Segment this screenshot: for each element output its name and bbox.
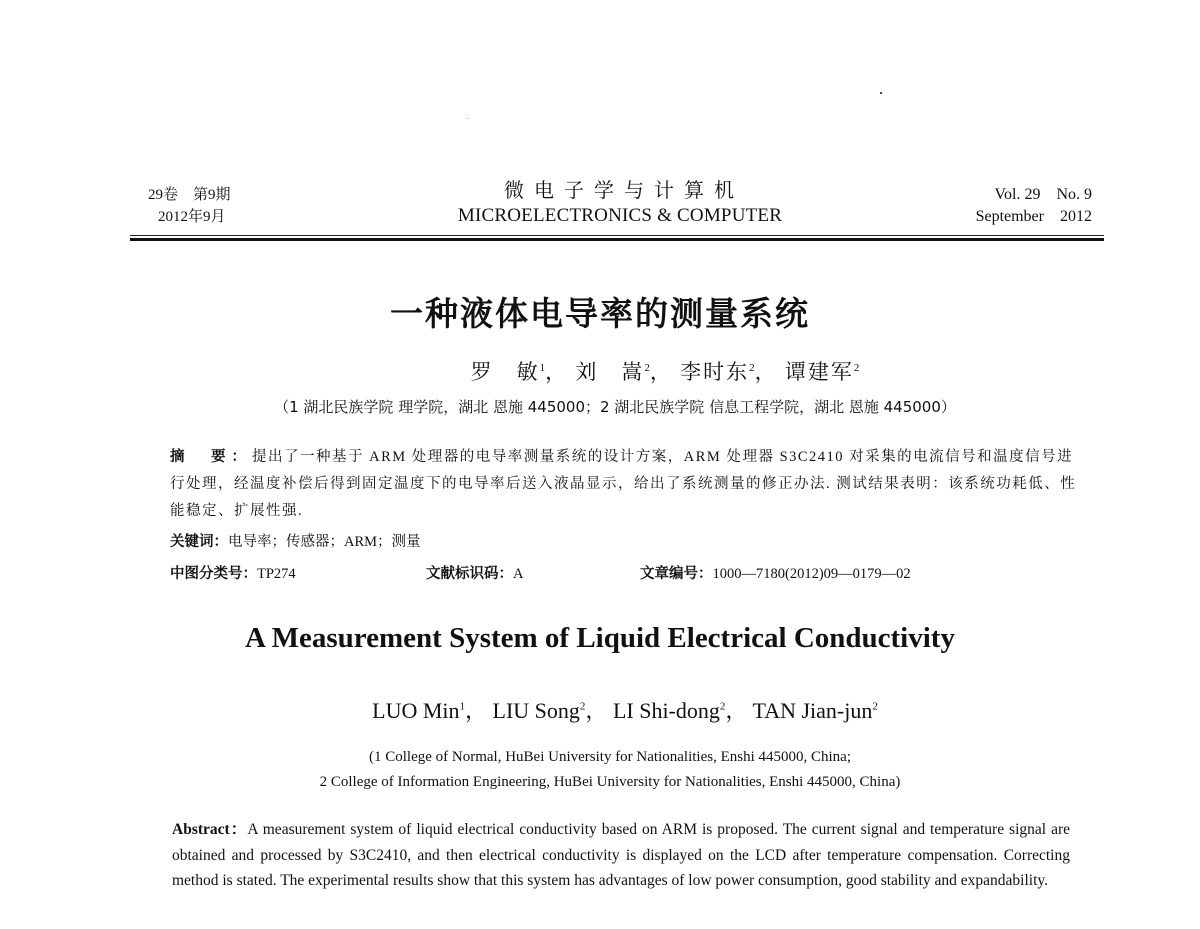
article-no-value: 1000—7180(2012)09—0179—02 (712, 566, 911, 582)
keywords-label-cn: 关键词： (170, 534, 228, 550)
author-name: 刘 嵩 (575, 360, 645, 384)
author-affil-mark: 2 (872, 700, 878, 713)
doc-code-label: 文献标识码： (426, 566, 513, 582)
document-code (426, 562, 523, 583)
author-separator: ， (585, 698, 608, 723)
author-name: 李时东 (680, 360, 750, 384)
abstract-text-en: A measurement system of liquid electrical conductivity based on ARM is proposed. The current signal and temperature signal are obtained and processed by S3C2410, and then electrical conductivity is displayed on the LCD after temperature compensation. Correcting method is stated. The experimental results show that this system has advantages of low power consumption, good stability and expandability. (172, 821, 1070, 889)
author-separator: ， (545, 360, 569, 384)
author-name: 谭建军 (784, 360, 854, 384)
author-affil-mark: 2 (644, 362, 650, 374)
author-affil-mark: 2 (749, 362, 755, 374)
paper-title-en: A Measurement System of Liquid Electrical Conductivity (245, 622, 955, 654)
keywords-cn (170, 530, 421, 551)
abstract-en (172, 817, 1070, 894)
affiliation-en-line-2: 2 College of Information Engineering, HuBei University for Nationalities, Enshi 445000, China) (319, 774, 901, 790)
author-separator: ， (725, 698, 748, 723)
affiliation-en (0, 745, 1200, 795)
author-affil-mark: 2 (853, 362, 860, 374)
abstract-text-cn: 提出了一种基于 ARM 处理器的电导率测量系统的设计方案，ARM 处理器 S3C2410 对采集的电流信号和温度信号进行处理，经温度补偿后得到固定温度下的电导率后送入液晶显示，给出了系统测量的修正办法. 测试结果表明：该系统功耗低、性能稳定、扩展性强. (170, 449, 1077, 519)
volume-issue-cn: 29卷 第9期 (148, 187, 231, 203)
author-separator: ， (465, 698, 488, 723)
header-rule-thin (130, 235, 1104, 236)
date-en: September 2012 (975, 208, 1092, 225)
journal-name-en: MICROELECTRONICS & COMPUTER (457, 205, 783, 226)
author-affil-mark: 1 (539, 362, 546, 374)
author-name: LI Shi-dong (612, 698, 720, 723)
clc-value: TP274 (257, 566, 296, 582)
header-right (976, 184, 1092, 228)
abstract-cn (170, 444, 1080, 525)
scan-speck (880, 92, 882, 94)
keywords-value-cn: 电导率；传感器；ARM；测量 (228, 534, 421, 550)
author-list-en (0, 694, 1200, 725)
author-affil-mark: 1 (459, 700, 466, 713)
clc-number (170, 562, 296, 583)
journal-masthead (420, 178, 820, 228)
author-name: TAN Jian-jun (752, 698, 873, 723)
header-left (148, 184, 231, 228)
author-affil-mark: 2 (579, 700, 586, 713)
doc-code-value: A (513, 566, 524, 582)
author-separator: ， (754, 360, 778, 384)
abstract-label-cn: 摘 要： (170, 449, 252, 465)
author-list-cn (0, 356, 1200, 386)
affiliation-en-line-1: (1 College of Normal, HuBei University for Nationalities, Enshi 445000, China; (368, 749, 851, 765)
author-affil-mark: 2 (719, 700, 726, 713)
author-separator: ， (649, 360, 673, 384)
volume-issue-en: Vol. 29 No. 9 (994, 186, 1092, 203)
author-name: LIU Song (492, 698, 580, 723)
clc-label: 中图分类号： (170, 566, 257, 582)
article-number (640, 562, 911, 583)
affiliation-cn: （1 湖北民族学院 理学院，湖北 恩施 445000；2 湖北民族学院 信息工程学院，湖北 恩施 445000） (274, 398, 956, 416)
article-no-label: 文章编号： (640, 566, 713, 582)
paper-title-cn: 一种液体电导率的测量系统 (390, 294, 810, 333)
author-name: 罗 敏 (470, 360, 540, 384)
header-rule-thick (130, 238, 1104, 241)
date-cn: 2012年9月 (158, 209, 226, 225)
author-name: LUO Min (372, 698, 460, 723)
scan-speck (467, 118, 468, 119)
journal-name-cn: 微电子学与计算机 (504, 180, 744, 202)
abstract-label-en: Abstract： (172, 821, 248, 838)
